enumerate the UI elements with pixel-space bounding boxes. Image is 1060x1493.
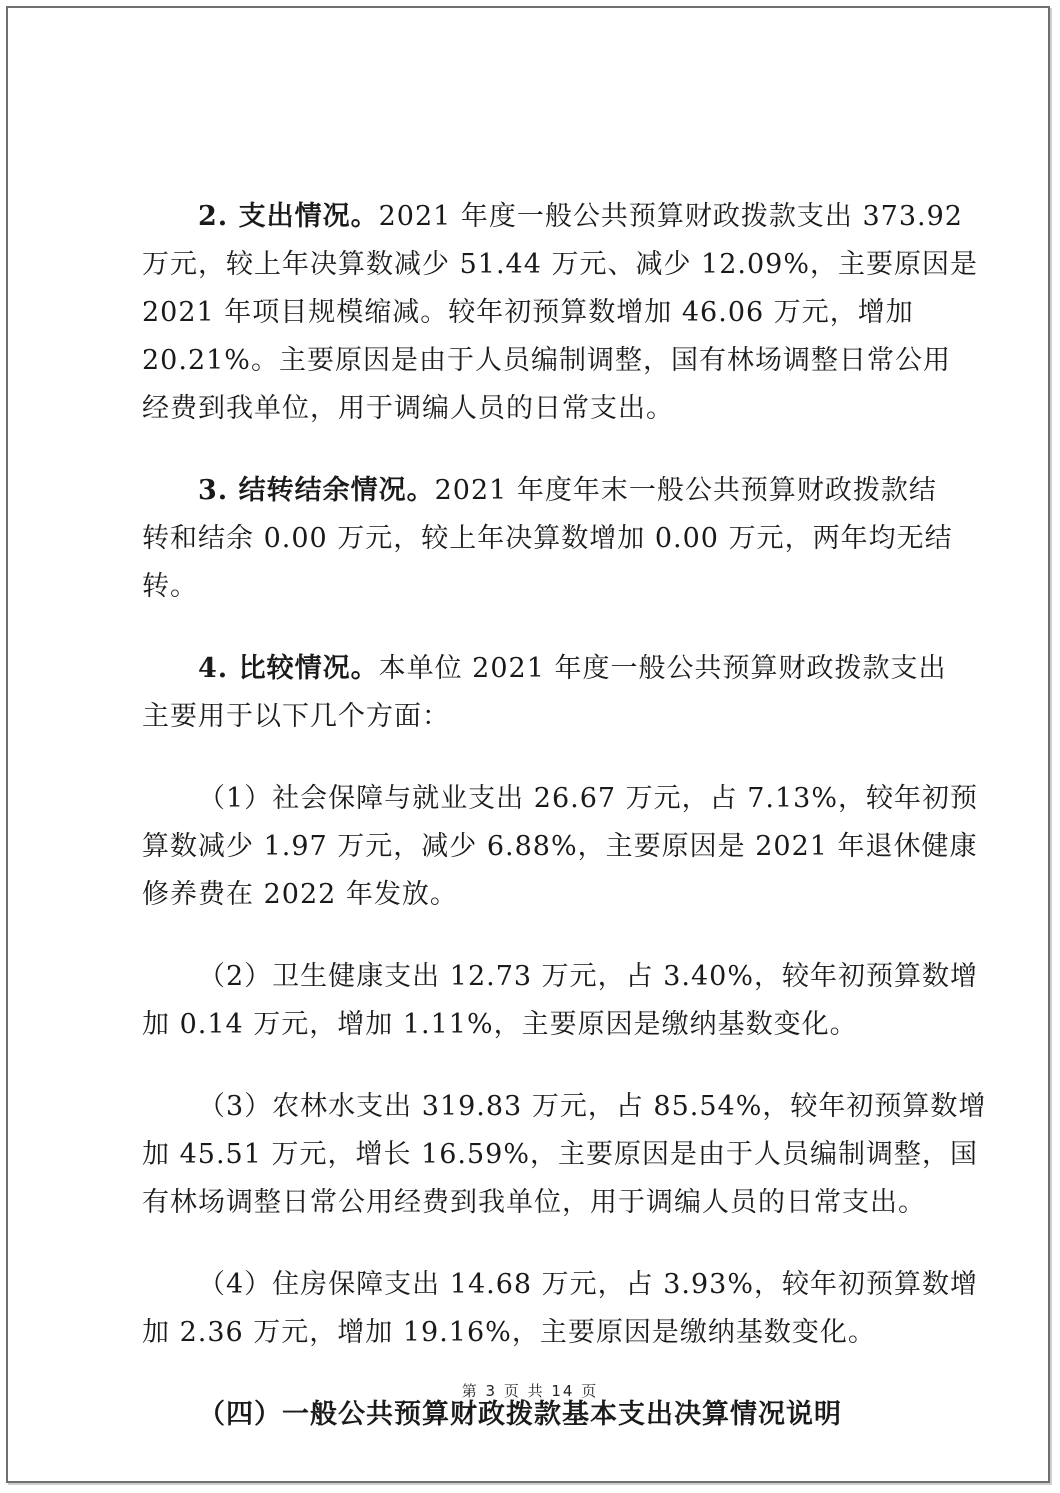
paragraph-lead: 3. 结转结余情况。 (198, 475, 435, 506)
paragraph-line: 修养费在 2022 年发放。 (142, 879, 458, 910)
paragraph-line: 万元，较上年决算数减少 51.44 万元、减少 12.09%，主要原因是 (142, 249, 978, 280)
paragraph-expenditure (142, 193, 978, 433)
paragraph-line: 有林场调整日常公用经费到我单位，用于调编人员的日常支出。 (142, 1187, 926, 1218)
paragraph-housing (142, 1261, 978, 1357)
paragraph-line: 转。 (142, 571, 198, 602)
paragraph-lead: 4. 比较情况。 (198, 653, 379, 684)
paragraph-line: 加 45.51 万元，增长 16.59%，主要原因是由于人员编制调整，国 (142, 1139, 978, 1170)
paragraph-line: 经费到我单位，用于调编人员的日常支出。 (142, 393, 674, 424)
paragraph-line: 加 2.36 万元，增加 19.16%，主要原因是缴纳基数变化。 (142, 1317, 876, 1348)
paragraph-lead: 2. 支出情况。 (198, 201, 379, 232)
document-body (142, 193, 987, 1439)
paragraph-agriculture (142, 1083, 987, 1227)
paragraph-line: 2021 年度年末一般公共预算财政拨款结 (434, 475, 937, 506)
paragraph-line: 20.21%。主要原因是由于人员编制调整，国有林场调整日常公用 (142, 345, 951, 376)
page-number-footer: 第 3 页 共 14 页 (461, 1382, 599, 1400)
paragraph-line: （1）社会保障与就业支出 26.67 万元，占 7.13%，较年初预 (198, 783, 978, 814)
paragraph-line: 算数减少 1.97 万元，减少 6.88%，主要原因是 2021 年退休健康 (142, 831, 978, 862)
paragraph-line: 加 0.14 万元，增加 1.11%，主要原因是缴纳基数变化。 (142, 1009, 858, 1040)
paragraph-line: 主要用于以下几个方面： (142, 701, 450, 732)
paragraph-carryover (142, 467, 953, 611)
paragraph-line: 本单位 2021 年度一般公共预算财政拨款支出 (378, 653, 947, 684)
paragraph-line: （3）农林水支出 319.83 万元，占 85.54%，较年初预算数增 (198, 1091, 987, 1122)
paragraph-health (142, 953, 978, 1049)
paragraph-social-security (142, 775, 978, 919)
section-heading: （四）一般公共预算财政拨款基本支出决算情况说明 (198, 1399, 842, 1430)
paragraph-line: 转和结余 0.00 万元，较上年决算数增加 0.00 万元，两年均无结 (142, 523, 953, 554)
paragraph-line: 2021 年项目规模缩减。较年初预算数增加 46.06 万元，增加 (142, 297, 914, 328)
paragraph-line: 2021 年度一般公共预算财政拨款支出 373.92 (378, 201, 963, 232)
paragraph-comparison (142, 645, 947, 741)
paragraph-line: （2）卫生健康支出 12.73 万元，占 3.40%，较年初预算数增 (198, 961, 978, 992)
paragraph-line: （4）住房保障支出 14.68 万元，占 3.93%，较年初预算数增 (198, 1269, 978, 1300)
